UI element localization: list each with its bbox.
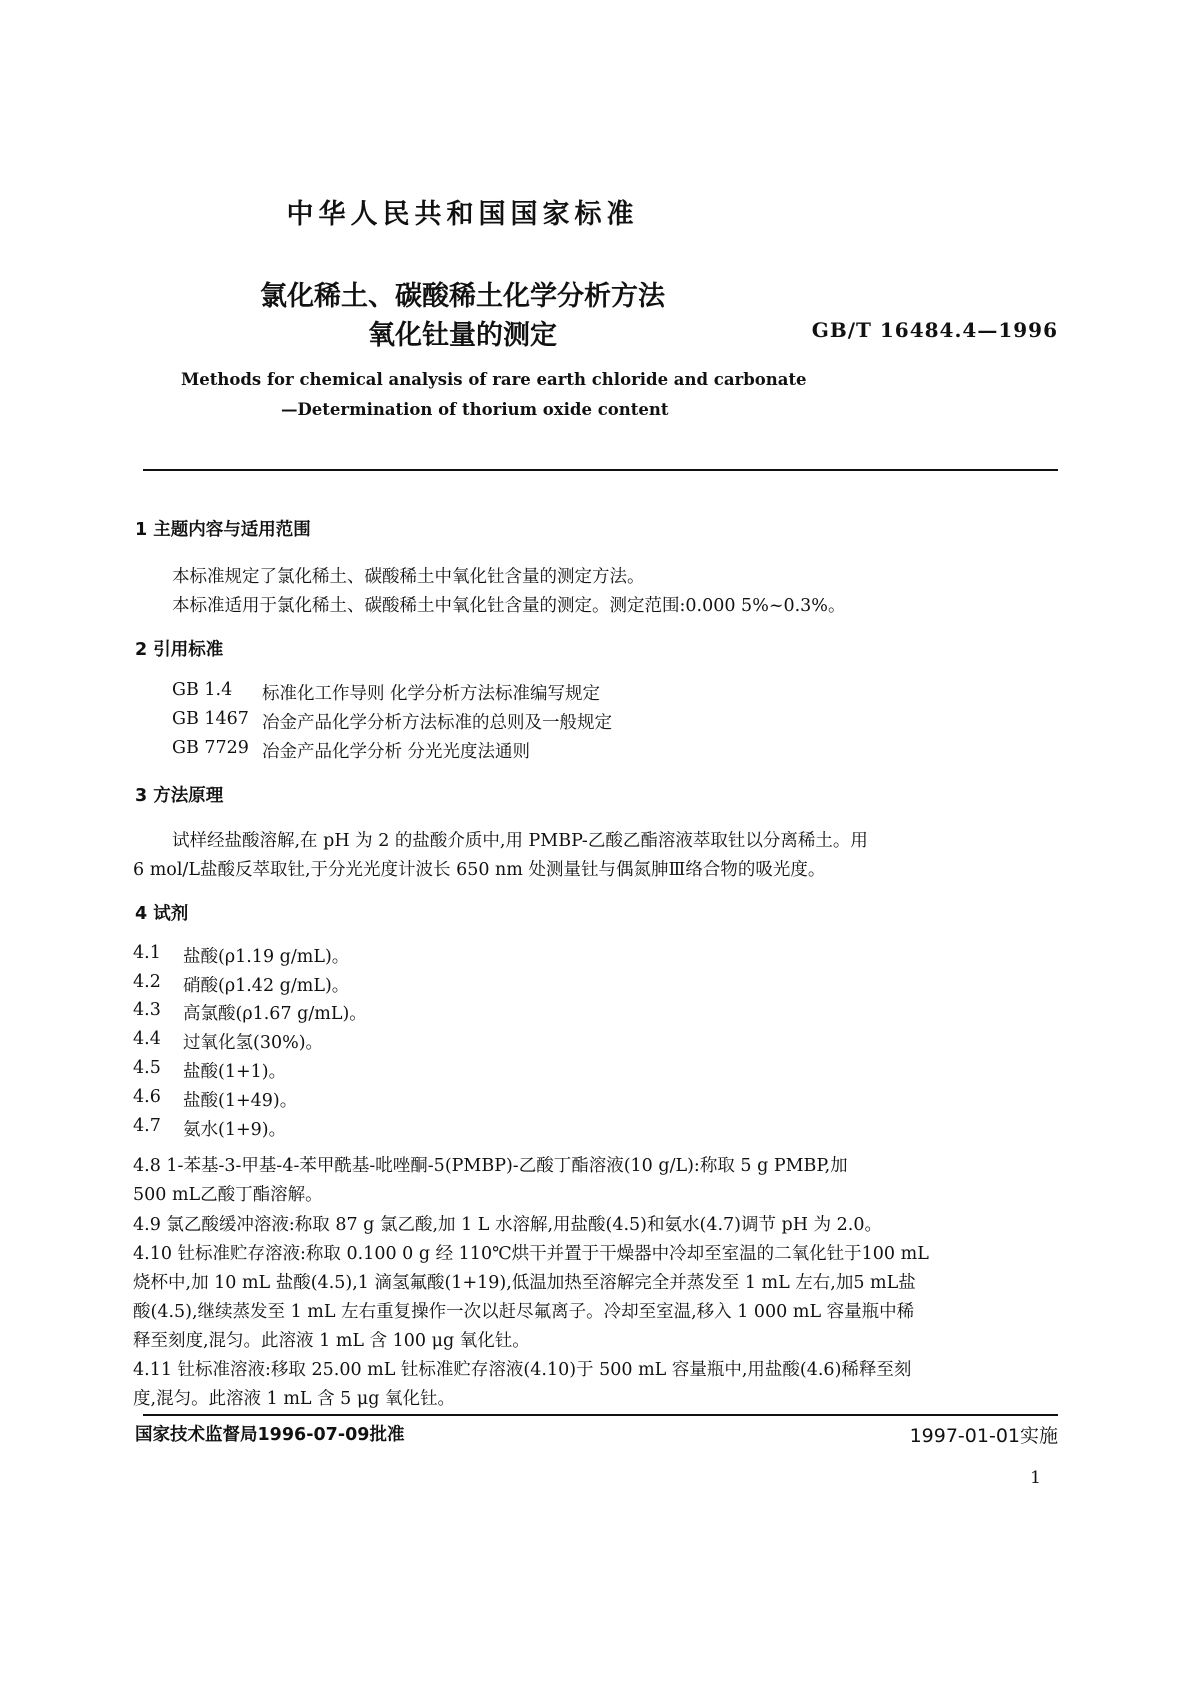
english-title-line-2: —Determination of thorium oxide content <box>281 400 669 419</box>
footer-divider <box>143 1414 1058 1416</box>
reagent-4-11-line-1: 4.11 钍标准溶液:移取 25.00 mL 钍标准贮存溶液(4.10)于 500 mL 容量瓶中,用盐酸(4.6)稀释至刻 <box>133 1360 912 1380</box>
reagent-4-10-line-4: 释至刻度,混匀。此溶液 1 mL 含 100 μg 氧化钍。 <box>133 1331 530 1351</box>
reagent-4-8-line-2: 500 mL乙酸丁酯溶解。 <box>133 1185 323 1205</box>
implementation-date: 1997-01-01实施 <box>909 1425 1058 1447</box>
page-number: 1 <box>1030 1468 1041 1488</box>
reference-code: GB 1.4 <box>172 680 233 700</box>
reagent-number: 4.2 <box>133 972 161 992</box>
reagent-number: 4.7 <box>133 1116 161 1136</box>
reagent-text: 过氧化氢(30%)。 <box>183 1033 324 1053</box>
title-line-1: 氯化稀土、碳酸稀土化学分析方法 <box>260 281 665 312</box>
reagent-4-10-line-1: 4.10 钍标准贮存溶液:称取 0.100 0 g 经 110℃烘干并置于干燥器中冷却至室温的二氧化钍于100 mL <box>133 1244 929 1264</box>
approval-line: 国家技术监督局1996-07-09批准 <box>135 1425 405 1445</box>
reagent-4-9: 4.9 氯乙酸缓冲溶液:称取 87 g 氯乙酸,加 1 L 水溶解,用盐酸(4.5)和氨水(4.7)调节 pH 为 2.0。 <box>133 1215 882 1235</box>
reagent-text: 高氯酸(ρ1.67 g/mL)。 <box>183 1004 367 1024</box>
section-3-line-2: 6 mol/L盐酸反萃取钍,于分光光度计波长 650 nm 处测量钍与偶氮胂Ⅲ络合物的吸光度。 <box>133 860 826 880</box>
reagent-4-11-line-2: 度,混匀。此溶液 1 mL 含 5 μg 氧化钍。 <box>133 1389 455 1409</box>
reagent-number: 4.4 <box>133 1029 161 1049</box>
reagent-number: 4.3 <box>133 1000 161 1020</box>
reference-title: 冶金产品化学分析方法标准的总则及一般规定 <box>262 713 612 733</box>
section-3-heading: 3 方法原理 <box>135 786 224 806</box>
reference-title: 冶金产品化学分析 分光光度法通则 <box>262 742 531 762</box>
reagent-text: 硝酸(ρ1.42 g/mL)。 <box>183 976 350 996</box>
reference-title: 标准化工作导则 化学分析方法标准编写规定 <box>262 684 601 704</box>
section-1-paragraph-2: 本标准适用于氯化稀土、碳酸稀土中氧化钍含量的测定。测定范围:0.000 5%~0.3%。 <box>172 596 846 616</box>
reagent-4-10-line-3: 酸(4.5),继续蒸发至 1 mL 左右重复操作一次以赶尽氟离子。冷却至室温,移入 1 000 mL 容量瓶中稀 <box>133 1302 915 1322</box>
reagent-4-8-line-1: 4.8 1-苯基-3-甲基-4-苯甲酰基-吡唑酮-5(PMBP)-乙酸丁酯溶液(10 g/L):称取 5 g PMBP,加 <box>133 1156 848 1176</box>
section-1-heading: 1 主题内容与适用范围 <box>135 520 311 540</box>
reagent-text: 盐酸(1+1)。 <box>183 1062 287 1082</box>
reagent-number: 4.1 <box>133 943 161 963</box>
english-title-line-1: Methods for chemical analysis of rare earth chloride and carbonate <box>181 370 807 389</box>
title-line-2: 氧化钍量的测定 <box>368 320 557 351</box>
reagent-number: 4.5 <box>133 1058 161 1078</box>
reagent-text: 氨水(1+9)。 <box>183 1120 287 1140</box>
reagent-text: 盐酸(1+49)。 <box>183 1091 298 1111</box>
national-standard-heading: 中华人民共和国国家标准 <box>286 199 639 230</box>
reagent-number: 4.6 <box>133 1087 161 1107</box>
section-1-paragraph-1: 本标准规定了氯化稀土、碳酸稀土中氧化钍含量的测定方法。 <box>172 567 645 587</box>
reagent-4-10-line-2: 烧杯中,加 10 mL 盐酸(4.5),1 滴氢氟酸(1+19),低温加热至溶解完全并蒸发至 1 mL 左右,加5 mL盐 <box>133 1273 916 1293</box>
reference-code: GB 1467 <box>172 709 249 729</box>
section-4-heading: 4 试剂 <box>135 904 189 924</box>
reagent-text: 盐酸(ρ1.19 g/mL)。 <box>183 947 350 967</box>
header-divider <box>143 469 1058 471</box>
standard-number: GB/T 16484.4—1996 <box>811 318 1058 342</box>
section-3-line-1: 试样经盐酸溶解,在 pH 为 2 的盐酸介质中,用 PMBP-乙酸乙酯溶液萃取钍以分离稀土。用 <box>172 831 868 851</box>
section-2-heading: 2 引用标准 <box>135 640 224 660</box>
reference-code: GB 7729 <box>172 738 249 758</box>
